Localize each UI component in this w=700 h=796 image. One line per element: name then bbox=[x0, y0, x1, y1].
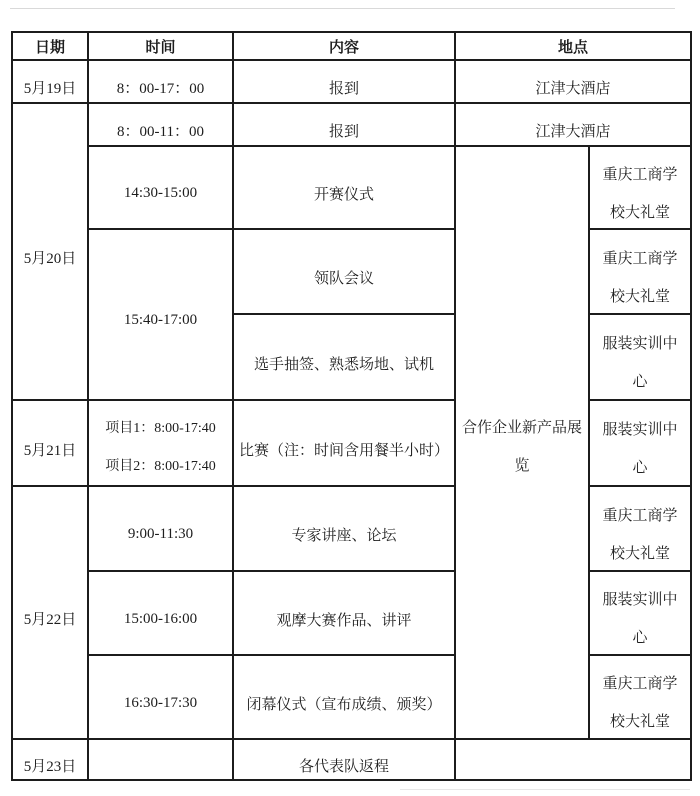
content-cell: 观摩大赛作品、讲评 bbox=[233, 571, 455, 655]
time-cell: 14:30-15:00 bbox=[88, 146, 233, 229]
time-cell bbox=[88, 739, 233, 780]
table-row bbox=[12, 571, 691, 655]
table-header-row bbox=[12, 32, 691, 60]
header-location: 地点 bbox=[455, 32, 691, 60]
date-cell: 5月20日 bbox=[12, 103, 88, 400]
content-cell: 比赛（注：时间含用餐半小时） bbox=[233, 400, 455, 486]
table-row bbox=[12, 655, 691, 739]
header-date: 日期 bbox=[12, 32, 88, 60]
date-cell: 5月21日 bbox=[12, 400, 88, 486]
event-schedule-table bbox=[11, 31, 692, 781]
table-row bbox=[12, 400, 691, 486]
time-cell bbox=[88, 400, 233, 486]
content-cell: 闭幕仪式（宣布成绩、颁奖） bbox=[233, 655, 455, 739]
location-cell: 重庆工商学校大礼堂 bbox=[589, 655, 691, 739]
location-cell: 重庆工商学校大礼堂 bbox=[589, 486, 691, 571]
content-cell: 专家讲座、论坛 bbox=[233, 486, 455, 571]
time-line-2: 项目2：8:00-17:40 bbox=[105, 459, 216, 474]
merged-location-cell: 合作企业新产品展览 bbox=[455, 146, 589, 739]
location-cell: 江津大酒店 bbox=[455, 103, 691, 146]
time-cell: 8：00-11：00 bbox=[88, 103, 233, 146]
table-row bbox=[12, 486, 691, 571]
table-row bbox=[12, 103, 691, 146]
table-row bbox=[12, 60, 691, 103]
date-cell: 5月22日 bbox=[12, 486, 88, 739]
time-cell: 9:00-11:30 bbox=[88, 486, 233, 571]
location-cell bbox=[455, 739, 691, 780]
scan-artifact-line-top bbox=[10, 8, 675, 9]
content-cell: 开赛仪式 bbox=[233, 146, 455, 229]
header-time: 时间 bbox=[88, 32, 233, 60]
location-cell: 重庆工商学校大礼堂 bbox=[589, 229, 691, 314]
content-cell: 领队会议 bbox=[233, 229, 455, 314]
time-line-1: 项目1：8:00-17:40 bbox=[105, 421, 216, 436]
content-cell: 报到 bbox=[233, 60, 455, 103]
content-cell: 选手抽签、熟悉场地、试机 bbox=[233, 314, 455, 400]
time-cell: 15:40-17:00 bbox=[88, 229, 233, 400]
content-cell: 报到 bbox=[233, 103, 455, 146]
table-row bbox=[12, 739, 691, 780]
date-cell: 5月23日 bbox=[12, 739, 88, 780]
table-row bbox=[12, 146, 691, 229]
header-content: 内容 bbox=[233, 32, 455, 60]
location-cell: 重庆工商学校大礼堂 bbox=[589, 146, 691, 229]
date-cell: 5月19日 bbox=[12, 60, 88, 103]
table-row bbox=[12, 229, 691, 314]
location-cell: 服装实训中心 bbox=[589, 571, 691, 655]
location-cell: 江津大酒店 bbox=[455, 60, 691, 103]
content-cell: 各代表队返程 bbox=[233, 739, 455, 780]
location-cell: 服装实训中心 bbox=[589, 400, 691, 486]
time-cell: 16:30-17:30 bbox=[88, 655, 233, 739]
time-cell: 15:00-16:00 bbox=[88, 571, 233, 655]
time-cell: 8：00-17：00 bbox=[88, 60, 233, 103]
location-cell: 服装实训中心 bbox=[589, 314, 691, 400]
scan-artifact-line-bottom bbox=[400, 789, 690, 790]
